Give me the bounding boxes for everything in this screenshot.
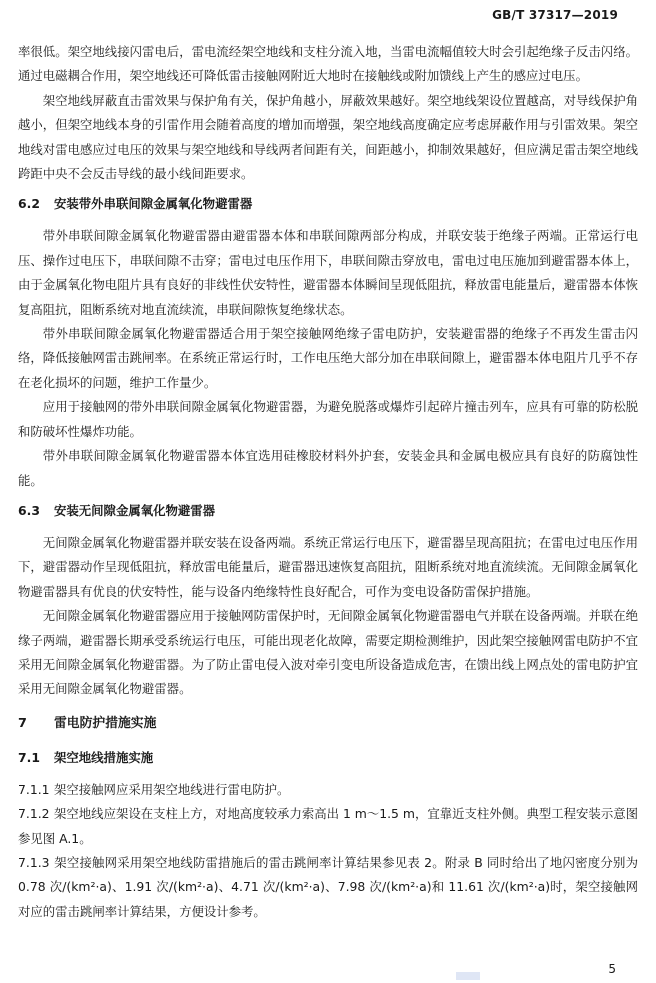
body-paragraph: 带外串联间隙金属氧化物避雷器由避雷器本体和串联间隙两部分构成，并联安装于绝缘子两端。正常运行电压、操作过电压下，串联间隙不击穿；雷电过电压作用下，串联间隙击穿放电，雷电过电压施加到避雷器本体上，由于金属氧化物电阻片具有良好的非线性伏安特性，避雷器本体瞬间呈现低阻抗，释放雷电能量后，避雷器本体恢复高阻抗，阻断系统对地直流续流，串联间隙恢复绝缘状态。: [18, 228, 638, 317]
chapter-number: 7: [18, 715, 27, 731]
body-paragraph: 无间隙金属氧化物避雷器并联安装在设备两端。系统正常运行电压下，避雷器呈现高阻抗；在雷电过电压作用下，避雷器动作呈现低阻抗，释放雷电能量后，避雷器迅速恢复高阻抗，阻断系统对地直流续流。无间隙金属氧化物避雷器具有优良的伏安特性，能与设备内绝缘特性良好配合，可作为变电设备防雷保护措施。: [18, 534, 638, 599]
clause-7-1-3: [18, 851, 638, 924]
section-heading-6-2: [18, 192, 638, 216]
section-number: 7.1: [18, 749, 40, 765]
clause-text: 架空地线应架设在支柱上方，对地高度较承力索高出 1 m～1.5 m，宜靠近支柱外侧。典型工程安装示意图参见图 A.1。: [18, 806, 638, 846]
section-heading-6-3: [18, 499, 638, 523]
section-heading-7-1: [18, 746, 638, 770]
body-paragraph: 架空地线屏蔽直击雷效果与保护角有关，保护角越小，屏蔽效果越好。架空地线架设位置越高，对导线保护角越小，但架空地线本身的引雷作用会随着高度的增加而增强，架空地线高度确定应考虑屏蔽作用与引雷效果。架空地线对雷电感应过电压的效果与架空地线和导线两者间距有关，间距越小，抑制效果越好，但应满足雷击架空地线跨距中央不会反击导线的最小线间距要求。: [18, 92, 638, 182]
chapter-heading-7: [18, 712, 638, 736]
section-title: 安装带外串联间隙金属氧化物避雷器: [54, 196, 253, 212]
clause-number: 7.1.3: [18, 854, 50, 870]
clause-text: 架空接触网采用架空地线防雷措施后的雷击跳闸率计算结果参见表 2。附录 B 同时给出了地闪密度分别为 0.78 次/(km²·a)、1.91 次/(km²·a)、4.71 次/(km²·a)、7.98 次/(km²·a)和 11.61 次/(km²·a)时，架空接触网对应的雷击跳闸率计算结果，方便设计参考。: [18, 854, 638, 919]
page-number: 5: [608, 962, 616, 976]
clause-number: 7.1.2: [18, 806, 50, 822]
standard-header: GB/T 37317—2019: [492, 8, 618, 22]
body-paragraph: 应用于接触网的带外串联间隙金属氧化物避雷器，为避免脱落或爆炸引起碎片撞击列车，应具有可靠的防松脱和防破坏性爆炸功能。: [18, 399, 638, 439]
clause-text: 架空接触网应采用架空地线进行雷电防护。: [54, 781, 290, 797]
clause-number: 7.1.1: [18, 781, 50, 797]
chapter-title: 雷电防护措施实施: [54, 715, 157, 731]
document-body: [18, 40, 638, 924]
section-number: 6.2: [18, 196, 40, 212]
body-paragraph: 带外串联间隙金属氧化物避雷器适合用于架空接触网绝缘子雷电防护，安装避雷器的绝缘子不再发生雷击闪络，降低接触网雷击跳闸率。在系统正常运行时，工作电压绝大部分加在串联间隙上，避雷器本体电阻片几乎不存在老化损坏的问题，维护工作量少。: [18, 326, 638, 390]
section-title: 架空地线措施实施: [54, 749, 154, 765]
body-paragraph: 带外串联间隙金属氧化物避雷器本体宜选用硅橡胶材料外护套，安装金具和金属电极应具有良好的防腐蚀性能。: [18, 448, 638, 488]
clause-7-1-1: [18, 778, 638, 802]
body-paragraph: 率很低。架空地线接闪雷电后，雷电流经架空地线和支柱分流入地，当雷电流幅值较大时会引起绝缘子反击闪络。通过电磁耦合作用，架空地线还可降低雷击接触网附近大地时在接触线或附加馈线上产生的感应过电压。: [18, 44, 638, 84]
section-title: 安装无间隙金属氧化物避雷器: [54, 502, 216, 518]
body-paragraph: 无间隙金属氧化物避雷器应用于接触网防雷保护时，无间隙金属氧化物避雷器电气并联在设备两端。并联在绝缘子两端，避雷器长期承受系统运行电压，可能出现老化故障，需要定期检测维护，因此架空接触网雷电防护不宜采用无间隙金属氧化物避雷器。为了防止雷电侵入波对牵引变电所设备造成危害，在馈出线上网点处的雷电防护宜采用无间隙金属氧化物避雷器。: [18, 608, 638, 697]
section-number: 6.3: [18, 502, 40, 518]
clause-7-1-2: [18, 802, 638, 851]
scan-mark: [456, 972, 480, 980]
